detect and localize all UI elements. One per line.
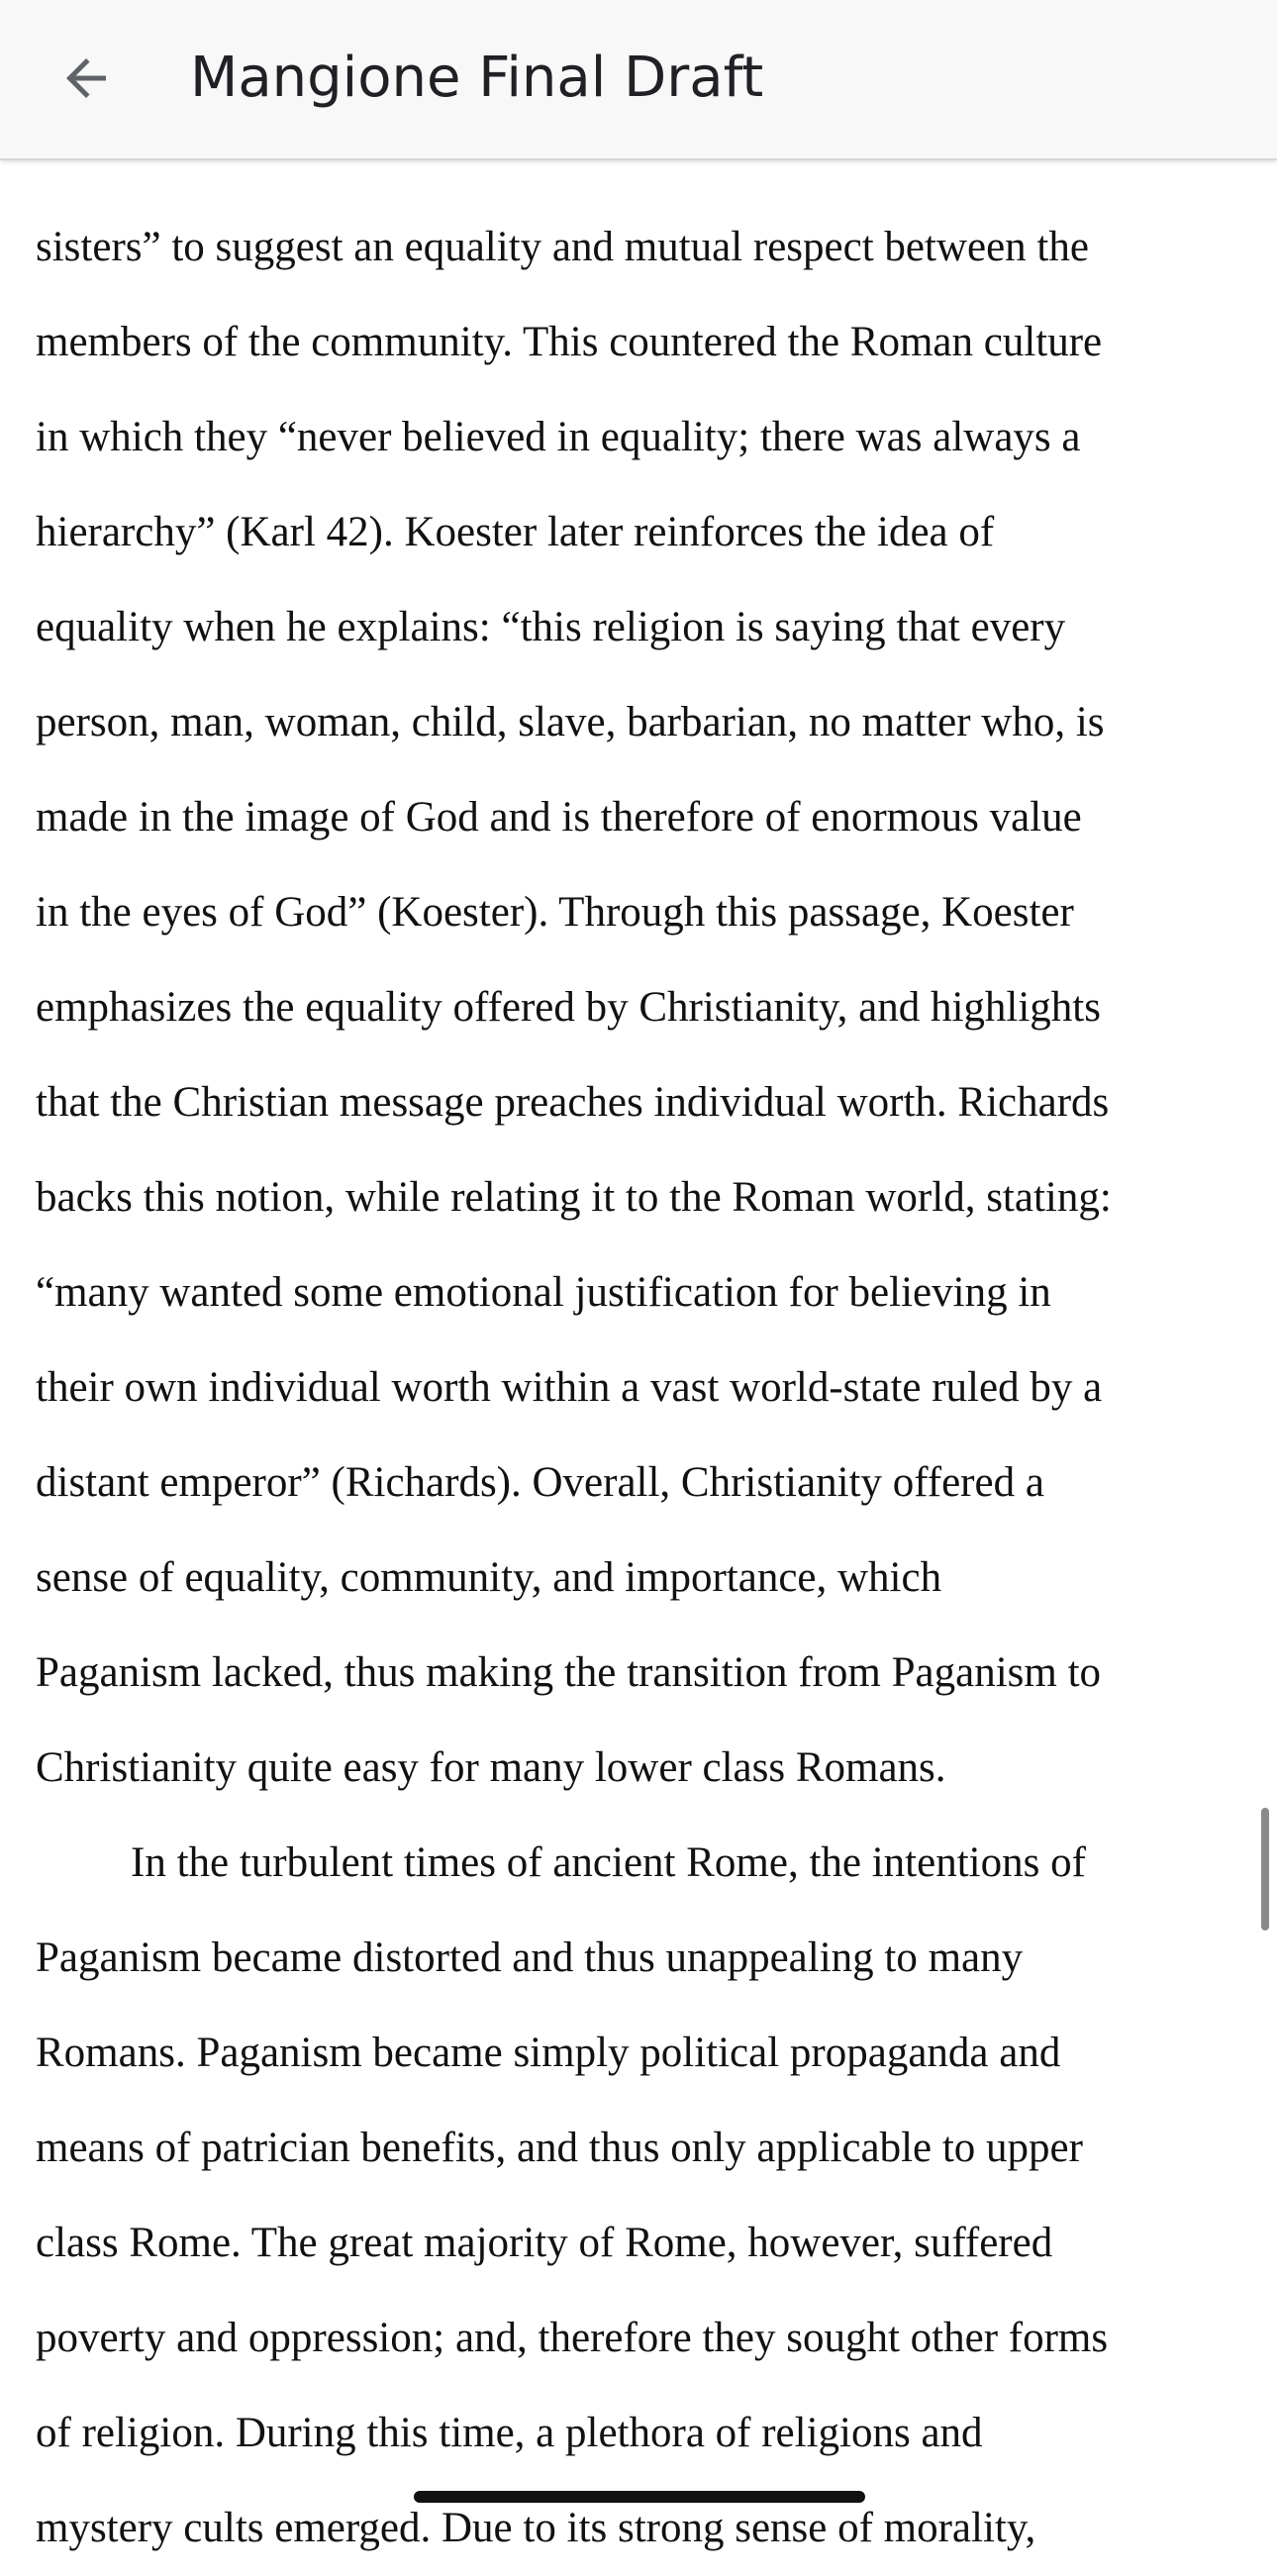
document-line: backs this notion, while relating it to the Roman world, stating: — [36, 1174, 1112, 1221]
document-line: in which they “never believed in equality; there was always a — [36, 414, 1081, 460]
document-line: members of the community. This countered the Roman culture — [36, 319, 1103, 365]
document-line: sisters” to suggest an equality and mutual respect between the — [36, 224, 1089, 270]
document-line: their own individual worth within a vast world-state ruled by a — [36, 1364, 1103, 1411]
document-line: Paganism became distorted and thus unappealing to many — [36, 1934, 1024, 1981]
document-line: in the eyes of God” (Koester). Through this passage, Koester — [36, 889, 1074, 936]
document-line: Romans. Paganism became simply political propaganda and — [36, 2030, 1061, 2076]
app-bar — [0, 0, 1277, 160]
document-line: class Rome. The great majority of Rome, however, suffered — [36, 2220, 1053, 2266]
document-viewer[interactable] — [0, 160, 1277, 2551]
document-line: Paganism lacked, thus making the transition from Paganism to — [36, 1649, 1102, 1696]
document-line: hierarchy” (Karl 42). Koester later reinforces the idea of — [36, 509, 995, 555]
document-line: distant emperor” (Richards). Overall, Christianity offered a — [36, 1459, 1044, 1506]
home-indicator[interactable] — [414, 2491, 865, 2503]
document-line: sense of equality, community, and importance, which — [36, 1554, 942, 1601]
document-line: mystery cults emerged. Due to its strong sense of morality, — [36, 2505, 1036, 2551]
document-line: emphasizes the equality offered by Christianity, and highlights — [36, 984, 1101, 1031]
document-line: Christianity quite easy for many lower class Romans. — [36, 1744, 946, 1791]
scrollbar-thumb[interactable] — [1261, 1808, 1269, 1931]
document-line: made in the image of God and is therefore of enormous value — [36, 794, 1082, 841]
document-line: of religion. During this time, a plethora of religions and — [36, 2410, 983, 2456]
document-line: “many wanted some emotional justification for believing in — [36, 1269, 1051, 1316]
document-line: poverty and oppression; and, therefore they sought other forms — [36, 2315, 1109, 2361]
document-line: In the turbulent times of ancient Rome, the intentions of — [131, 1839, 1086, 1886]
document-line: person, man, woman, child, slave, barbarian, no matter who, is — [36, 699, 1105, 745]
document-title: Mangione Final Draft — [190, 46, 764, 110]
document-line: that the Christian message preaches individual worth. Richards — [36, 1079, 1110, 1126]
document-line: equality when he explains: “this religion is saying that every — [36, 604, 1066, 650]
document-line: means of patrician benefits, and thus only applicable to upper — [36, 2125, 1083, 2171]
arrow-left-icon — [56, 49, 116, 108]
back-button[interactable] — [44, 36, 129, 121]
